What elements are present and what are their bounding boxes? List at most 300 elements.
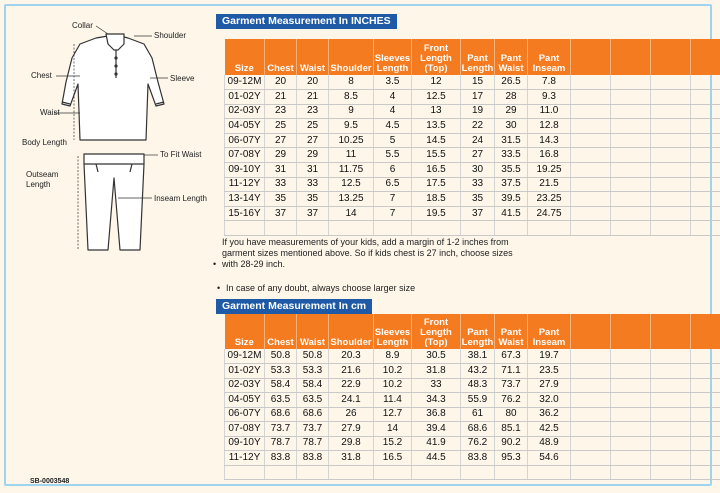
value-cell: 16.5 — [374, 451, 412, 466]
value-cell: 13.25 — [329, 192, 374, 207]
value-cell: 24.1 — [329, 393, 374, 408]
value-cell: 48.3 — [461, 378, 495, 393]
size-cell: 15-16Y — [225, 206, 265, 221]
value-cell: 55.9 — [461, 393, 495, 408]
empty-header-cell — [571, 39, 611, 75]
size-cell: 06-07Y — [225, 407, 265, 422]
empty-cell — [691, 349, 720, 364]
value-cell: 35 — [265, 192, 297, 207]
empty-cell — [691, 436, 720, 451]
size-cell: 06-07Y — [225, 133, 265, 148]
value-cell: 11 — [329, 148, 374, 163]
value-cell: 33.5 — [495, 148, 528, 163]
value-cell: 26.5 — [495, 75, 528, 90]
table-row — [225, 206, 720, 221]
product-code: SB-0003548 — [30, 478, 70, 485]
value-cell: 38.1 — [461, 349, 495, 364]
value-cell: 27.9 — [329, 422, 374, 437]
size-cell: 09-10Y — [225, 436, 265, 451]
value-cell: 50.8 — [297, 349, 329, 364]
header-cell: Front Length (Top) — [412, 314, 461, 349]
empty-header-cell — [691, 314, 720, 349]
empty-cell — [265, 465, 297, 480]
value-cell: 7 — [374, 206, 412, 221]
empty-cell — [691, 206, 720, 221]
value-cell: 25 — [297, 119, 329, 134]
value-cell: 21.5 — [528, 177, 571, 192]
empty-cell — [691, 221, 720, 236]
empty-cell — [611, 221, 651, 236]
empty-cell — [611, 90, 651, 105]
empty-cell — [571, 163, 611, 178]
empty-cell — [651, 407, 691, 422]
value-cell: 23.25 — [528, 192, 571, 207]
empty-cell — [571, 378, 611, 393]
empty-cell — [571, 465, 611, 480]
value-cell: 7.8 — [528, 75, 571, 90]
table-row — [225, 451, 720, 466]
value-cell: 71.1 — [495, 364, 528, 379]
header-cell: Pant Inseam — [528, 314, 571, 349]
value-cell: 19.7 — [528, 349, 571, 364]
empty-cell — [461, 221, 495, 236]
value-cell: 19.25 — [528, 163, 571, 178]
value-cell: 83.8 — [461, 451, 495, 466]
value-cell: 5 — [374, 133, 412, 148]
value-cell: 31 — [297, 163, 329, 178]
label-sleeve: Sleeve — [170, 74, 195, 83]
label-waist: Waist — [40, 108, 60, 117]
empty-cell — [651, 451, 691, 466]
value-cell: 7 — [374, 192, 412, 207]
empty-cell — [495, 465, 528, 480]
empty-cell — [528, 465, 571, 480]
value-cell: 32.0 — [528, 393, 571, 408]
value-cell: 33 — [461, 177, 495, 192]
value-cell: 4 — [374, 104, 412, 119]
value-cell: 29 — [495, 104, 528, 119]
value-cell: 33 — [265, 177, 297, 192]
value-cell: 48.9 — [528, 436, 571, 451]
value-cell: 37 — [297, 206, 329, 221]
empty-cell — [651, 436, 691, 451]
value-cell: 90.2 — [495, 436, 528, 451]
value-cell: 10.2 — [374, 364, 412, 379]
empty-cell — [225, 221, 265, 236]
value-cell: 27 — [265, 133, 297, 148]
empty-header-cell — [611, 314, 651, 349]
size-cell: 07-08Y — [225, 148, 265, 163]
value-cell: 14.5 — [412, 133, 461, 148]
value-cell: 68.6 — [265, 407, 297, 422]
value-cell: 53.3 — [265, 364, 297, 379]
empty-cell — [571, 75, 611, 90]
value-cell: 67.3 — [495, 349, 528, 364]
label-outseam-length: Outseam Length — [26, 170, 59, 189]
inches-section-title: Garment Measurement In INCHES — [216, 14, 397, 29]
value-cell: 76.2 — [461, 436, 495, 451]
cm-measurement-table — [224, 314, 720, 480]
table-row — [225, 393, 720, 408]
empty-cell — [651, 177, 691, 192]
empty-cell — [651, 148, 691, 163]
value-cell: 34.3 — [412, 393, 461, 408]
empty-cell — [691, 378, 720, 393]
value-cell: 20 — [297, 75, 329, 90]
value-cell: 3.5 — [374, 75, 412, 90]
size-cell: 04-05Y — [225, 119, 265, 134]
value-cell: 58.4 — [265, 378, 297, 393]
empty-cell — [611, 436, 651, 451]
value-cell: 11.0 — [528, 104, 571, 119]
value-cell: 23 — [297, 104, 329, 119]
size-cell: 02-03Y — [225, 104, 265, 119]
value-cell: 80 — [495, 407, 528, 422]
empty-cell — [571, 349, 611, 364]
value-cell: 27.9 — [528, 378, 571, 393]
garment-diagram — [0, 0, 220, 260]
value-cell: 41.5 — [495, 206, 528, 221]
empty-cell — [651, 192, 691, 207]
label-chest: Chest — [31, 71, 52, 80]
table-row — [225, 90, 720, 105]
header-cell: Pant Length — [461, 314, 495, 349]
label-shoulder: Shoulder — [154, 31, 187, 40]
value-cell: 31.5 — [495, 133, 528, 148]
value-cell: 29 — [297, 148, 329, 163]
header-cell: Size — [225, 39, 265, 75]
value-cell: 16.8 — [528, 148, 571, 163]
empty-cell — [374, 465, 412, 480]
empty-cell — [651, 422, 691, 437]
empty-cell — [611, 422, 651, 437]
value-cell: 78.7 — [297, 436, 329, 451]
empty-cell — [611, 119, 651, 134]
empty-cell — [651, 393, 691, 408]
value-cell: 10.2 — [374, 378, 412, 393]
empty-cell — [691, 393, 720, 408]
empty-cell — [412, 465, 461, 480]
value-cell: 44.5 — [412, 451, 461, 466]
empty-cell — [691, 104, 720, 119]
header-cell: Pant Waist — [495, 314, 528, 349]
empty-cell — [691, 465, 720, 480]
empty-cell — [571, 104, 611, 119]
value-cell: 21.6 — [329, 364, 374, 379]
value-cell: 73.7 — [297, 422, 329, 437]
value-cell: 15.2 — [374, 436, 412, 451]
empty-cell — [691, 75, 720, 90]
value-cell: 18.5 — [412, 192, 461, 207]
value-cell: 37 — [461, 206, 495, 221]
empty-cell — [461, 465, 495, 480]
value-cell: 39.5 — [495, 192, 528, 207]
empty-cell — [691, 119, 720, 134]
empty-cell — [611, 206, 651, 221]
value-cell: 20 — [265, 75, 297, 90]
value-cell: 13 — [412, 104, 461, 119]
value-cell: 15.5 — [412, 148, 461, 163]
empty-cell — [691, 192, 720, 207]
value-cell: 31.8 — [412, 364, 461, 379]
value-cell: 54.6 — [528, 451, 571, 466]
table-row — [225, 407, 720, 422]
empty-cell — [651, 349, 691, 364]
value-cell: 30.5 — [412, 349, 461, 364]
header-cell: Sleeves Length — [374, 314, 412, 349]
value-cell: 6 — [374, 163, 412, 178]
table-row — [225, 192, 720, 207]
blank-row — [225, 465, 720, 480]
value-cell: 21 — [265, 90, 297, 105]
kurta-pajama-illustration — [0, 0, 220, 260]
header-cell: Pant Waist — [495, 39, 528, 75]
value-cell: 19 — [461, 104, 495, 119]
empty-cell — [691, 451, 720, 466]
value-cell: 8.9 — [374, 349, 412, 364]
empty-cell — [611, 75, 651, 90]
value-cell: 8.5 — [329, 90, 374, 105]
label-body-length: Body Length — [22, 138, 67, 147]
table-row — [225, 364, 720, 379]
empty-cell — [495, 221, 528, 236]
value-cell: 73.7 — [265, 422, 297, 437]
table-row — [225, 133, 720, 148]
table-row — [225, 349, 720, 364]
empty-cell — [691, 407, 720, 422]
value-cell: 14 — [374, 422, 412, 437]
value-cell: 31 — [265, 163, 297, 178]
empty-cell — [651, 119, 691, 134]
value-cell: 35 — [297, 192, 329, 207]
empty-cell — [611, 407, 651, 422]
value-cell: 41.9 — [412, 436, 461, 451]
empty-cell — [571, 422, 611, 437]
value-cell: 9.5 — [329, 119, 374, 134]
value-cell: 10.25 — [329, 133, 374, 148]
empty-cell — [691, 90, 720, 105]
value-cell: 43.2 — [461, 364, 495, 379]
value-cell: 12.7 — [374, 407, 412, 422]
value-cell: 4.5 — [374, 119, 412, 134]
value-cell: 35 — [461, 192, 495, 207]
value-cell: 17 — [461, 90, 495, 105]
value-cell: 5.5 — [374, 148, 412, 163]
value-cell: 36.8 — [412, 407, 461, 422]
value-cell: 73.7 — [495, 378, 528, 393]
value-cell: 58.4 — [297, 378, 329, 393]
size-cell: 02-03Y — [225, 378, 265, 393]
empty-header-cell — [651, 39, 691, 75]
empty-cell — [691, 422, 720, 437]
value-cell: 19.5 — [412, 206, 461, 221]
value-cell: 12.5 — [329, 177, 374, 192]
size-cell: 04-05Y — [225, 393, 265, 408]
table-row — [225, 75, 720, 90]
empty-cell — [571, 90, 611, 105]
empty-cell — [571, 451, 611, 466]
value-cell: 30 — [495, 119, 528, 134]
value-cell: 6.5 — [374, 177, 412, 192]
size-cell: 07-08Y — [225, 422, 265, 437]
table-row — [225, 163, 720, 178]
table-row — [225, 177, 720, 192]
size-cell: 09-12M — [225, 349, 265, 364]
value-cell: 50.8 — [265, 349, 297, 364]
cm-section-title: Garment Measurement In cm — [216, 299, 372, 314]
inches-measurement-table — [224, 39, 720, 236]
empty-cell — [611, 378, 651, 393]
label-collar: Collar — [72, 21, 93, 30]
empty-cell — [651, 163, 691, 178]
value-cell: 8 — [329, 75, 374, 90]
value-cell: 63.5 — [297, 393, 329, 408]
empty-cell — [571, 221, 611, 236]
empty-header-cell — [571, 314, 611, 349]
value-cell: 11.4 — [374, 393, 412, 408]
empty-cell — [611, 177, 651, 192]
empty-cell — [528, 221, 571, 236]
empty-cell — [329, 465, 374, 480]
empty-cell — [297, 221, 329, 236]
empty-cell — [651, 75, 691, 90]
empty-cell — [611, 163, 651, 178]
empty-cell — [571, 192, 611, 207]
value-cell: 61 — [461, 407, 495, 422]
empty-cell — [651, 206, 691, 221]
empty-cell — [651, 90, 691, 105]
empty-cell — [691, 133, 720, 148]
empty-cell — [571, 119, 611, 134]
value-cell: 28 — [495, 90, 528, 105]
value-cell: 14.3 — [528, 133, 571, 148]
table-row — [225, 148, 720, 163]
size-cell: 13-14Y — [225, 192, 265, 207]
empty-cell — [571, 364, 611, 379]
empty-cell — [611, 349, 651, 364]
value-cell: 29.8 — [329, 436, 374, 451]
value-cell: 68.6 — [461, 422, 495, 437]
label-to-fit-waist: To Fit Waist — [160, 150, 202, 159]
size-cell: 01-02Y — [225, 364, 265, 379]
empty-cell — [691, 148, 720, 163]
value-cell: 23 — [265, 104, 297, 119]
empty-cell — [611, 192, 651, 207]
value-cell: 78.7 — [265, 436, 297, 451]
value-cell: 42.5 — [528, 422, 571, 437]
value-cell: 37 — [265, 206, 297, 221]
bullet-icon: • — [213, 259, 217, 269]
table-row — [225, 104, 720, 119]
value-cell: 11.75 — [329, 163, 374, 178]
value-cell: 53.3 — [297, 364, 329, 379]
value-cell: 29 — [265, 148, 297, 163]
value-cell: 63.5 — [265, 393, 297, 408]
empty-cell — [651, 221, 691, 236]
value-cell: 4 — [374, 90, 412, 105]
value-cell: 36.2 — [528, 407, 571, 422]
header-cell: Pant Length — [461, 39, 495, 75]
empty-cell — [691, 177, 720, 192]
value-cell: 24.75 — [528, 206, 571, 221]
value-cell: 39.4 — [412, 422, 461, 437]
header-cell: Shoulder — [329, 39, 374, 75]
table-row — [225, 422, 720, 437]
empty-cell — [651, 378, 691, 393]
note-larger-size: • In case of any doubt, always choose larger size — [217, 283, 416, 293]
empty-cell — [651, 465, 691, 480]
header-cell: Chest — [265, 39, 297, 75]
header-cell: Chest — [265, 314, 297, 349]
empty-cell — [374, 221, 412, 236]
value-cell: 13.5 — [412, 119, 461, 134]
table-row — [225, 119, 720, 134]
size-cell: 11-12Y — [225, 451, 265, 466]
value-cell: 85.1 — [495, 422, 528, 437]
value-cell: 24 — [461, 133, 495, 148]
empty-cell — [265, 221, 297, 236]
header-cell: Shoulder — [329, 314, 374, 349]
empty-cell — [571, 206, 611, 221]
value-cell: 16.5 — [412, 163, 461, 178]
empty-cell — [571, 436, 611, 451]
bullet-icon: • — [217, 283, 221, 293]
value-cell: 26 — [329, 407, 374, 422]
empty-cell — [651, 133, 691, 148]
value-cell: 9 — [329, 104, 374, 119]
empty-cell — [611, 451, 651, 466]
value-cell: 20.3 — [329, 349, 374, 364]
size-cell: 09-10Y — [225, 163, 265, 178]
header-cell: Front Length (Top) — [412, 39, 461, 75]
empty-cell — [611, 393, 651, 408]
value-cell: 83.8 — [265, 451, 297, 466]
header-cell: Size — [225, 314, 265, 349]
empty-cell — [611, 133, 651, 148]
value-cell: 15 — [461, 75, 495, 90]
empty-cell — [611, 104, 651, 119]
empty-header-cell — [651, 314, 691, 349]
header-cell: Waist — [297, 314, 329, 349]
value-cell: 95.3 — [495, 451, 528, 466]
table-row — [225, 378, 720, 393]
empty-cell — [651, 364, 691, 379]
value-cell: 12.5 — [412, 90, 461, 105]
header-cell: Sleeves Length — [374, 39, 412, 75]
value-cell: 27 — [461, 148, 495, 163]
value-cell: 9.3 — [528, 90, 571, 105]
value-cell: 30 — [461, 163, 495, 178]
note-margin: • If you have measurements of your kids, add a margin of 1-2 inches from garment sizes mentioned above. So if kids chest is 27 inch, choose sizes with 28-29 inch. — [213, 237, 513, 269]
value-cell: 31.8 — [329, 451, 374, 466]
empty-cell — [571, 393, 611, 408]
value-cell: 27 — [297, 133, 329, 148]
size-cell: 09-12M — [225, 75, 265, 90]
empty-cell — [571, 133, 611, 148]
value-cell: 22.9 — [329, 378, 374, 393]
value-cell: 21 — [297, 90, 329, 105]
value-cell: 17.5 — [412, 177, 461, 192]
empty-cell — [297, 465, 329, 480]
empty-cell — [225, 465, 265, 480]
empty-cell — [611, 465, 651, 480]
value-cell: 35.5 — [495, 163, 528, 178]
value-cell: 14 — [329, 206, 374, 221]
empty-cell — [691, 364, 720, 379]
blank-row — [225, 221, 720, 236]
value-cell: 22 — [461, 119, 495, 134]
empty-header-cell — [691, 39, 720, 75]
